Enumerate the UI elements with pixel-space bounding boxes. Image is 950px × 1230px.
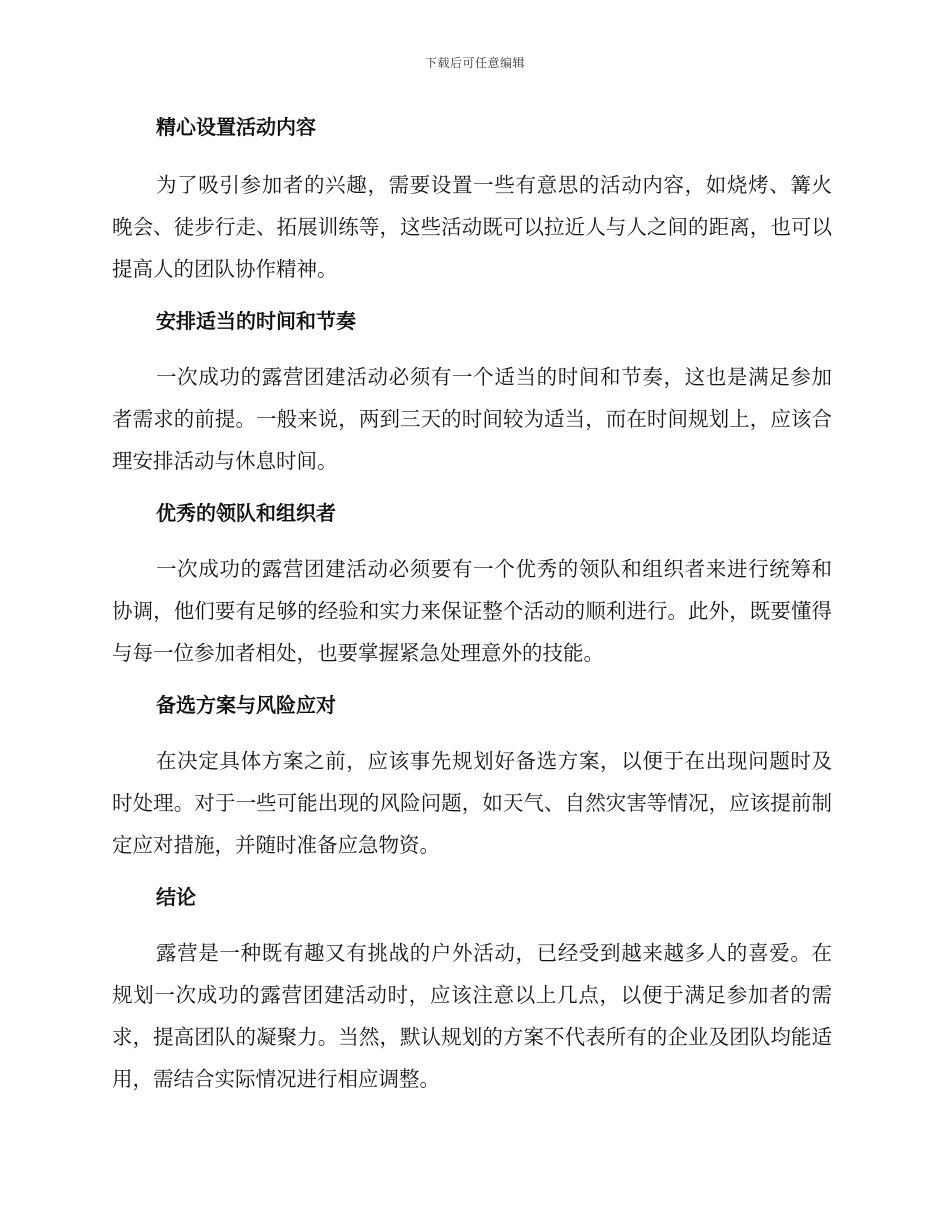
section-heading-schedule: 安排适当的时间和节奏 <box>156 309 356 333</box>
page-header-note: 下载后可任意编辑 <box>424 56 525 70</box>
section-paragraph-contingency: 在决定具体方案之前，应该事先规划好备选方案，以便于在出现问题时及时处理。对于一些可能出现的风险问题，如天气、自然灾害等情况，应该提前制定应对措施，并随时准备应急物资。 <box>112 749 832 857</box>
section-paragraph-leader: 一次成功的露营团建活动必须要有一个优秀的领队和组织者来进行统筹和协调，他们要有足够的经验和实力来保证整个活动的顺利进行。此外，既要懂得与每一位参加者相处，也要掌握紧急处理意外的技能。 <box>112 557 832 665</box>
section-heading-conclusion: 结论 <box>156 885 196 909</box>
section-heading-contingency: 备选方案与风险应对 <box>156 693 336 717</box>
section-paragraph-activities: 为了吸引参加者的兴趣，需要设置一些有意思的活动内容，如烧烤、篝火晚会、徒步行走、拓展训练等，这些活动既可以拉近人与人之间的距离，也可以提高人的团队协作精神。 <box>112 173 832 281</box>
section-heading-activities: 精心设置活动内容 <box>156 115 316 139</box>
document-body <box>112 108 832 1100</box>
section-paragraph-schedule: 一次成功的露营团建活动必须有一个适当的时间和节奏，这也是满足参加者需求的前提。一般来说，两到三天的时间较为适当，而在时间规划上，应该合理安排活动与休息时间。 <box>112 365 832 473</box>
section-paragraph-conclusion: 露营是一种既有趣又有挑战的户外活动，已经受到越来越多人的喜爱。在规划一次成功的露营团建活动时，应该注意以上几点，以便于满足参加者的需求，提高团队的凝聚力。当然，默认规划的方案不代表所有的企业及团队均能适用，需结合实际情况进行相应调整。 <box>112 941 832 1091</box>
section-heading-leader: 优秀的领队和组织者 <box>156 501 336 525</box>
